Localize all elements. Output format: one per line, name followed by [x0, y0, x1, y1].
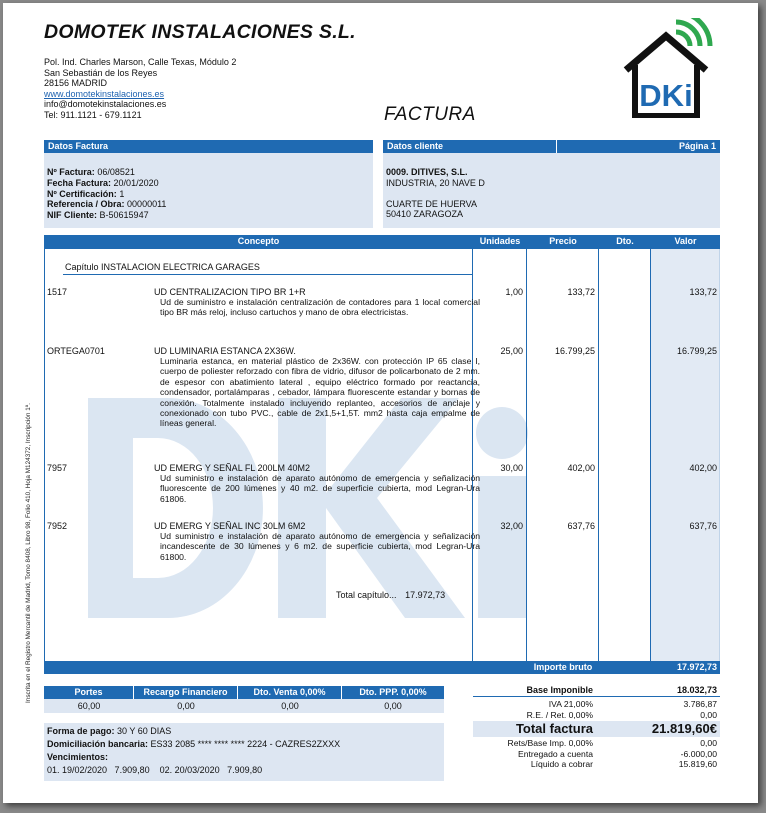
- due-dates: 01. 19/02/2020 7.909,80 02. 20/03/2020 7.909,80: [47, 765, 263, 776]
- item-units: 32,00: [500, 521, 523, 531]
- re-label: R.E. / Ret. 0,00%: [526, 709, 593, 720]
- client-name: 0009. DITIVES, S.L.: [386, 167, 468, 177]
- dto-ppp-label: Dto. PPP. 0,00%: [359, 687, 427, 697]
- dto-ppp-value: 0,00: [384, 701, 402, 711]
- portes-value: 60,00: [77, 701, 101, 711]
- item-code: 7952: [47, 521, 68, 531]
- item-price: 402,00: [567, 463, 595, 473]
- bank-label: Domiciliación bancaria:: [47, 738, 149, 749]
- chapter-total: [336, 590, 445, 600]
- net-label: Líquido a cobrar: [530, 759, 593, 769]
- client-nif: B-50615947: [99, 210, 149, 221]
- invoice-data-header: Datos Factura: [44, 140, 373, 153]
- iva-label: IVA 21,00%: [548, 699, 593, 709]
- re-value: 0,00: [700, 709, 717, 720]
- total-value: 21.819,60€: [651, 721, 717, 736]
- item-code: 7957: [47, 463, 68, 473]
- invoice-page: [3, 3, 758, 803]
- item-price: 133,72: [567, 287, 595, 297]
- net-value: 15.819,60: [678, 759, 717, 769]
- client-data-header: [383, 140, 720, 153]
- charges-header: [44, 686, 444, 699]
- reference-label: Referencia / Obra:: [47, 199, 125, 210]
- item-price: 637,76: [567, 521, 595, 531]
- col-valor: Valor: [674, 236, 697, 246]
- address-line: 28156 MADRID: [44, 78, 108, 89]
- gross-value: 17.972,73: [676, 662, 717, 672]
- client-nif-label: NIF Cliente:: [47, 210, 98, 221]
- invoice-data-panel: [44, 153, 373, 228]
- item-description: Luminaria estanca, en material plástico de 2x36W. con protección IP 65 clase I, cuerpo de poliester reforzado con fibra de vidrio, difusor de policarbonato de 2 mm. de espesor con abatimiento lateral , equipo eléctrico formado por reactancia, condensador, portalámparas , cebador, lámpara fluorescente estandar y bornas de conexión. Totalmente instalado incluyendo replanteo, accesorios de anclaje y conexionado con tubo PVC., cable de 2x1,5+1,5T. mm2 hasta caja empalme de líneas general.: [160, 356, 480, 429]
- item-value: 402,00: [689, 463, 717, 473]
- client-city: CUARTE DE HUERVA: [386, 198, 478, 209]
- recargo-label: Recargo Financiero: [134, 686, 238, 699]
- advance-value: -6.000,00: [680, 748, 717, 759]
- page-number: Página 1: [678, 141, 716, 151]
- rets-value: 0,00: [700, 738, 717, 748]
- item-units: 30,00: [500, 463, 523, 473]
- company-address: [44, 57, 236, 121]
- item-value: 16.799,25: [676, 346, 717, 356]
- charges-values: [44, 699, 444, 713]
- company-website-link[interactable]: www.domotekinstalaciones.es: [44, 88, 165, 99]
- payment-panel: [44, 723, 444, 781]
- col-unidades: Unidades: [479, 236, 521, 246]
- advance-label: Entregado a cuenta: [517, 748, 593, 759]
- col-dto: Dto.: [616, 236, 634, 246]
- client-data-panel: [383, 153, 720, 228]
- payment-method-label: Forma de pago:: [47, 726, 115, 736]
- col-concepto: Concepto: [237, 236, 280, 246]
- recargo-value: 0,00: [177, 701, 195, 711]
- address-line: San Sebastián de los Reyes: [44, 67, 158, 78]
- item-description: Ud de suministro e instalación centralización de contadores para 1 local comercial tipo BR más reloj, incluso cartuchos y mano de obra electricistas.: [160, 297, 480, 318]
- registry-note: Inscrita en el Registro Mercantil de Madrid, Tomo 8408, Libro 98, Folio 410, Hoja M124372, Inscripción 1ª.: [25, 403, 32, 703]
- header-divider: [556, 140, 557, 153]
- items-table-header: [44, 235, 720, 249]
- chapter-underline: [63, 274, 473, 275]
- gross-label: Importe bruto: [533, 662, 593, 672]
- chapter-title: Capítulo INSTALACION ELECTRICA GARAGES: [65, 262, 260, 272]
- col-separator: [526, 249, 527, 661]
- col-precio: Precio: [549, 236, 577, 246]
- payment-method: 30 Y 60 DIAS: [117, 726, 172, 736]
- client-data-header-label: Datos cliente: [387, 141, 444, 151]
- invoice-number: 06/08521: [97, 167, 135, 177]
- certification-number: 1: [119, 188, 125, 199]
- base-value: 18.032,73: [676, 685, 717, 695]
- client-address: INDUSTRIA, 20 NAVE D: [386, 177, 485, 188]
- chapter-total-label: Total capítulo...: [336, 590, 397, 600]
- item-title: UD EMERG Y SEÑAL INC 30LM 6M2: [154, 521, 306, 531]
- bank-account: ES33 2085 **** **** **** 2224 - CAZRES2ZXXX: [150, 738, 341, 749]
- item-code: ORTEGA0701: [47, 346, 105, 356]
- company-phone: Tel: 911.1121 - 679.1121: [44, 109, 142, 120]
- item-title: UD LUMINARIA ESTANCA 2X36W.: [154, 346, 296, 356]
- company-email: info@domotekinstalaciones.es: [44, 99, 167, 110]
- valor-column-shade: [651, 249, 720, 661]
- invoice-date: 20/01/2020: [113, 177, 159, 188]
- dto-venta-label: Dto. Venta 0,00%: [238, 686, 342, 699]
- col-separator: [650, 249, 651, 674]
- client-postal: 50410 ZARAGOZA: [386, 209, 464, 220]
- item-code: 1517: [47, 287, 68, 297]
- document-title: FACTURA: [384, 104, 476, 125]
- certification-label: Nº Certificación:: [47, 188, 117, 199]
- logo-text: DKi: [639, 78, 693, 113]
- item-value: 133,72: [689, 287, 717, 297]
- due-dates-label: Vencimientos:: [47, 751, 109, 762]
- item-value: 637,76: [689, 521, 717, 531]
- invoice-number-label: Nº Factura:: [47, 167, 95, 177]
- item-description: Ud suministro e instalación de aparato autónomo de emergencia y señalización fluorescente de 200 lúmenes y 40 m2. de superficie cubierta, mod Legran-Ura 61806.: [160, 473, 480, 504]
- base-label: Base Imponible: [526, 685, 593, 695]
- portes-label: Portes: [44, 686, 134, 699]
- item-price: 16.799,25: [554, 346, 595, 356]
- company-name: DOMOTEK INSTALACIONES S.L.: [44, 21, 356, 43]
- item-units: 1,00: [505, 287, 523, 297]
- col-separator: [598, 249, 599, 661]
- item-units: 25,00: [500, 346, 523, 356]
- rets-label: Rets/Base Imp. 0,00%: [507, 738, 593, 748]
- company-logo: [618, 18, 718, 118]
- item-title: UD CENTRALIZACION TIPO BR 1+R: [154, 287, 306, 297]
- iva-value: 3.786,87: [683, 699, 717, 709]
- chapter-total-value: 17.972,73: [405, 590, 446, 600]
- dto-venta-value: 0,00: [281, 701, 299, 711]
- invoice-date-label: Fecha Factura:: [47, 177, 112, 188]
- gross-amount-bar: [44, 661, 720, 674]
- total-label: Total factura: [515, 721, 593, 736]
- item-description: Ud suministro e instalación de aparato autónomo de emergencia y señalización incandescente de 30 lúmenes y 6 m2. de superficie cubierta, mod Legran-Ura 61800.: [160, 531, 480, 562]
- reference-value: 00000011: [127, 199, 167, 210]
- item-title: UD EMERG Y SEÑAL FL 200LM 40M2: [154, 463, 311, 473]
- address-line: Pol. Ind. Charles Marson, Calle Texas, Módulo 2: [44, 57, 237, 67]
- totals-block: [473, 684, 720, 770]
